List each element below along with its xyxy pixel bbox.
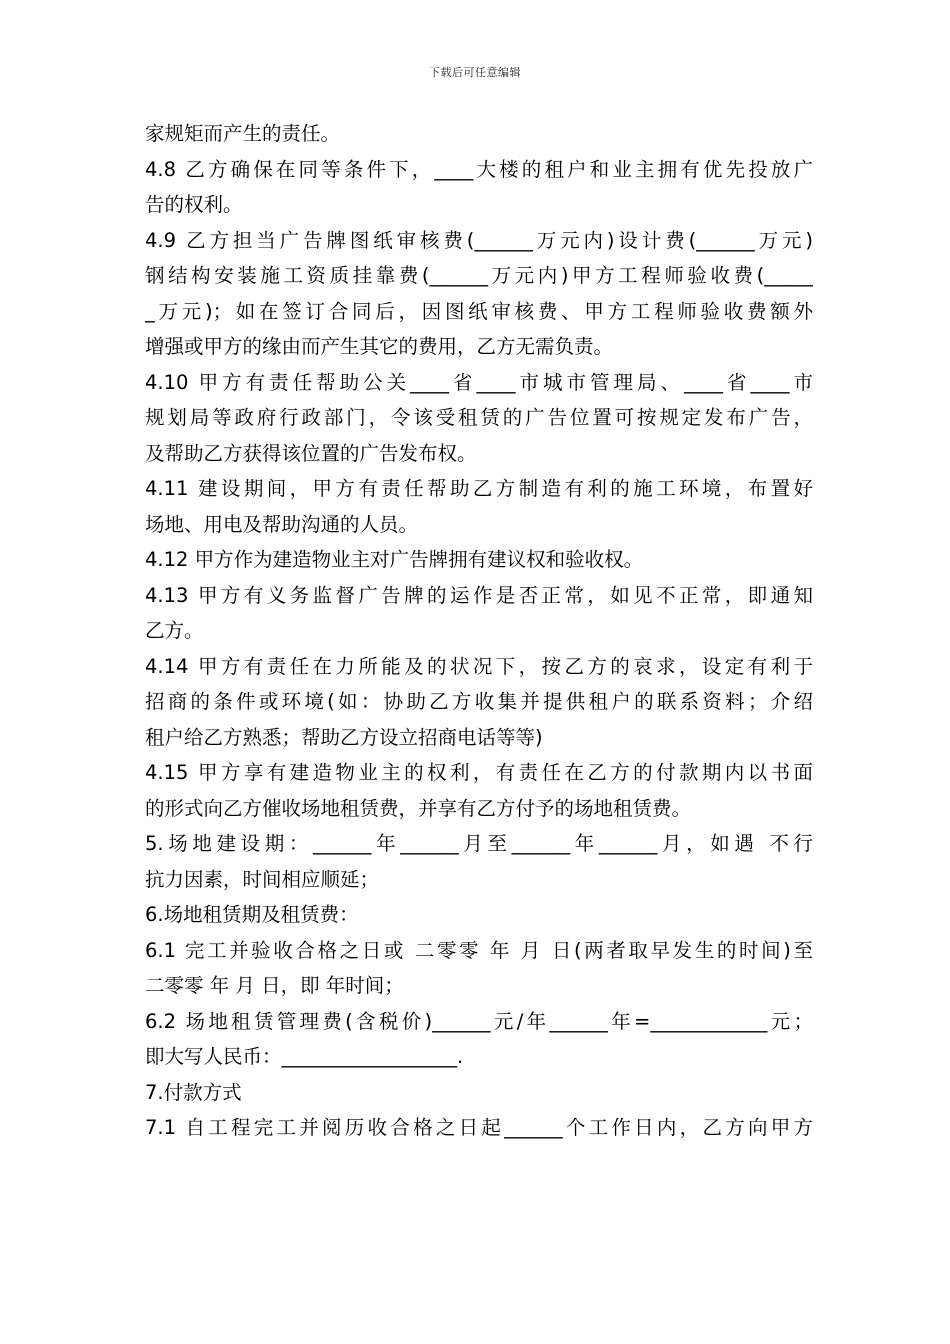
page-header: 下载后可任意编辑 — [429, 66, 521, 79]
text-line: 钢结构安装施工资质挂靠费(______万元内)甲方工程师验收费(_____ — [145, 264, 813, 287]
text-line: 抗力因素，时间相应顺延； — [145, 867, 380, 891]
text-line: _万元)；如在签订合同后，因图纸审核费、甲方工程师验收费额外 — [145, 299, 813, 323]
text-line: 4.11 建设期间，甲方有责任帮助乙方制造有利的施工环境，布置好 — [145, 477, 813, 500]
text-line: 租户给乙方熟悉；帮助乙方设立招商电话等等) — [145, 725, 543, 749]
text-line: 增强或甲方的缘由而产生其它的费用，乙方无需负责。 — [145, 335, 614, 358]
text-line: 招商的条件或环境(如：协助乙方收集并提供租户的联系资料；介绍 — [145, 690, 813, 713]
document-body — [145, 116, 813, 1146]
text-line: 即大写人民币：__________________. — [145, 1045, 464, 1068]
text-line: 6.场地租赁期及租赁费： — [145, 903, 359, 926]
text-line: 家规矩而产生的责任。 — [145, 122, 341, 145]
text-line: 4.10 甲方有责任帮助公关____省____市城市管理局、____省____市 — [145, 370, 813, 394]
text-line: 的形式向乙方催收场地租赁费，并享有乙方付予的场地租赁费。 — [145, 796, 692, 820]
text-line: 乙方。 — [145, 619, 204, 642]
text-line: 7.付款方式 — [145, 1080, 242, 1104]
text-line: 4.13 甲方有义务监督广告牌的运作是否正常，如见不正常，即通知 — [145, 583, 813, 607]
text-line: 4.9 乙方担当广告牌图纸审核费(______万元内)设计费(______万元) — [145, 228, 813, 252]
text-line: 6.1 完工并验收合格之日或 二零零 年 月 日(两者取早发生的时间)至 — [145, 938, 813, 962]
text-line: 规划局等政府行政部门，令该受租赁的广告位置可按规定发布广告， — [145, 406, 813, 429]
text-line: 场地、用电及帮助沟通的人员。 — [145, 512, 419, 536]
text-line: 7.1 自工程完工并阅历收合格之日起______个工作日内，乙方向甲方 — [145, 1116, 813, 1139]
text-line: 二零零 年 月 日，即 年时间； — [145, 974, 404, 997]
text-line: 6.2 场地租赁管理费(含税价)______元/年______年=____________元； — [145, 1009, 813, 1033]
text-line: 5.场地建设期：______年______月至______年______月，如遇 不行 — [145, 832, 813, 855]
text-line: 4.8 乙方确保在同等条件下，____大楼的租户和业主拥有优先投放广 — [145, 157, 813, 181]
text-line: 及帮助乙方获得该位置的广告发布权。 — [145, 441, 477, 465]
text-line: 4.12 甲方作为建造物业主对广告牌拥有建议权和验收权。 — [145, 548, 644, 571]
text-line: 4.14 甲方有责任在力所能及的状况下，按乙方的哀求，设定有利于 — [145, 654, 813, 678]
text-line: 4.15 甲方享有建造物业主的权利，有责任在乙方的付款期内以书面 — [145, 761, 813, 784]
text-line: 告的权利。 — [145, 193, 243, 216]
